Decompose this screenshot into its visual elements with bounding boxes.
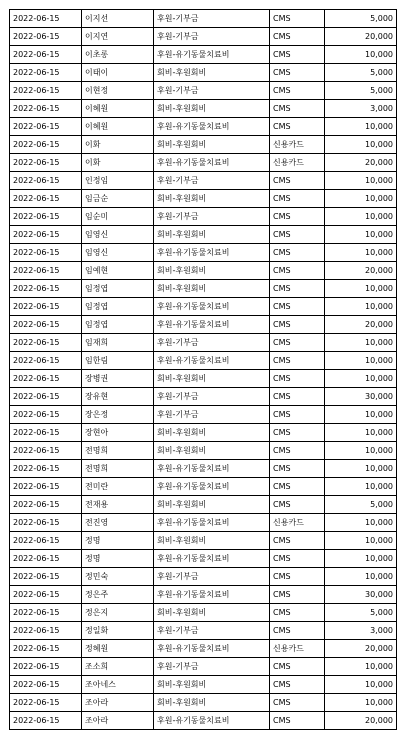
date-cell: 2022-06-15 — [10, 406, 82, 424]
payment-method-cell: CMS — [270, 118, 325, 136]
table-row — [10, 568, 397, 586]
date-cell: 2022-06-15 — [10, 370, 82, 388]
payment-method-cell: CMS — [270, 208, 325, 226]
category-cell: 후원-유기동물치료비 — [154, 298, 270, 316]
payment-method-cell: CMS — [270, 244, 325, 262]
donor-name-cell: 임예현 — [82, 262, 154, 280]
donation-table — [9, 9, 397, 730]
category-cell: 후원-기부금 — [154, 568, 270, 586]
category-cell: 후원-기부금 — [154, 28, 270, 46]
table-row — [10, 478, 397, 496]
date-cell: 2022-06-15 — [10, 568, 82, 586]
payment-method-cell: CMS — [270, 478, 325, 496]
donor-name-cell: 전재용 — [82, 496, 154, 514]
date-cell: 2022-06-15 — [10, 100, 82, 118]
donor-name-cell: 장유현 — [82, 388, 154, 406]
amount-cell: 10,000 — [325, 568, 397, 586]
date-cell: 2022-06-15 — [10, 424, 82, 442]
amount-cell: 30,000 — [325, 586, 397, 604]
table-row — [10, 424, 397, 442]
category-cell: 후원-기부금 — [154, 10, 270, 28]
donation-table-body — [10, 10, 397, 730]
payment-method-cell: 신용카드 — [270, 514, 325, 532]
category-cell: 후원-유기동물치료비 — [154, 46, 270, 64]
donor-name-cell: 임영신 — [82, 226, 154, 244]
donor-name-cell: 이태이 — [82, 64, 154, 82]
amount-cell: 10,000 — [325, 172, 397, 190]
donor-name-cell: 조아라 — [82, 712, 154, 730]
donor-name-cell: 임재희 — [82, 334, 154, 352]
table-row — [10, 496, 397, 514]
amount-cell: 10,000 — [325, 46, 397, 64]
donor-name-cell: 전미란 — [82, 478, 154, 496]
amount-cell: 30,000 — [325, 388, 397, 406]
category-cell: 후원-유기동물치료비 — [154, 514, 270, 532]
category-cell: 후원-유기동물치료비 — [154, 316, 270, 334]
amount-cell: 10,000 — [325, 442, 397, 460]
amount-cell: 20,000 — [325, 154, 397, 172]
table-row — [10, 712, 397, 730]
donor-name-cell: 이초롱 — [82, 46, 154, 64]
category-cell: 회비-후원회비 — [154, 370, 270, 388]
donor-name-cell: 인정임 — [82, 172, 154, 190]
amount-cell: 10,000 — [325, 532, 397, 550]
payment-method-cell: CMS — [270, 370, 325, 388]
table-row — [10, 244, 397, 262]
table-row — [10, 586, 397, 604]
donor-name-cell: 임한림 — [82, 352, 154, 370]
amount-cell: 10,000 — [325, 298, 397, 316]
category-cell: 후원-유기동물치료비 — [154, 478, 270, 496]
category-cell: 회비-후원회비 — [154, 262, 270, 280]
category-cell: 후원-유기동물치료비 — [154, 586, 270, 604]
table-row — [10, 118, 397, 136]
table-row — [10, 334, 397, 352]
table-row — [10, 190, 397, 208]
amount-cell: 10,000 — [325, 208, 397, 226]
payment-method-cell: CMS — [270, 334, 325, 352]
payment-method-cell: 신용카드 — [270, 154, 325, 172]
payment-method-cell: CMS — [270, 388, 325, 406]
table-row — [10, 460, 397, 478]
payment-method-cell: 신용카드 — [270, 640, 325, 658]
date-cell: 2022-06-15 — [10, 532, 82, 550]
amount-cell: 10,000 — [325, 406, 397, 424]
payment-method-cell: CMS — [270, 622, 325, 640]
payment-method-cell: CMS — [270, 532, 325, 550]
payment-method-cell: CMS — [270, 190, 325, 208]
table-row — [10, 442, 397, 460]
amount-cell: 10,000 — [325, 118, 397, 136]
amount-cell: 5,000 — [325, 604, 397, 622]
amount-cell: 10,000 — [325, 676, 397, 694]
table-row — [10, 64, 397, 82]
amount-cell: 10,000 — [325, 226, 397, 244]
donor-name-cell: 정명 — [82, 532, 154, 550]
table-row — [10, 100, 397, 118]
category-cell: 회비-후원회비 — [154, 424, 270, 442]
amount-cell: 10,000 — [325, 136, 397, 154]
payment-method-cell: CMS — [270, 172, 325, 190]
date-cell: 2022-06-15 — [10, 46, 82, 64]
donor-name-cell: 조아네스 — [82, 676, 154, 694]
date-cell: 2022-06-15 — [10, 676, 82, 694]
category-cell: 후원-기부금 — [154, 388, 270, 406]
payment-method-cell: CMS — [270, 604, 325, 622]
category-cell: 후원-기부금 — [154, 622, 270, 640]
amount-cell: 10,000 — [325, 424, 397, 442]
payment-method-cell: CMS — [270, 550, 325, 568]
table-row — [10, 694, 397, 712]
category-cell: 회비-후원회비 — [154, 226, 270, 244]
date-cell: 2022-06-15 — [10, 550, 82, 568]
donor-name-cell: 전명희 — [82, 442, 154, 460]
table-row — [10, 298, 397, 316]
category-cell: 회비-후원회비 — [154, 64, 270, 82]
table-row — [10, 676, 397, 694]
payment-method-cell: CMS — [270, 658, 325, 676]
donor-name-cell: 전진영 — [82, 514, 154, 532]
category-cell: 후원-유기동물치료비 — [154, 550, 270, 568]
category-cell: 후원-유기동물치료비 — [154, 460, 270, 478]
payment-method-cell: CMS — [270, 352, 325, 370]
donor-name-cell: 정일화 — [82, 622, 154, 640]
date-cell: 2022-06-15 — [10, 586, 82, 604]
date-cell: 2022-06-15 — [10, 316, 82, 334]
payment-method-cell: CMS — [270, 316, 325, 334]
donor-name-cell: 임정엽 — [82, 298, 154, 316]
date-cell: 2022-06-15 — [10, 712, 82, 730]
payment-method-cell: CMS — [270, 10, 325, 28]
date-cell: 2022-06-15 — [10, 334, 82, 352]
table-row — [10, 604, 397, 622]
donor-name-cell: 전명희 — [82, 460, 154, 478]
payment-method-cell: CMS — [270, 442, 325, 460]
table-row — [10, 172, 397, 190]
category-cell: 회비-후원회비 — [154, 694, 270, 712]
amount-cell: 10,000 — [325, 478, 397, 496]
amount-cell: 10,000 — [325, 550, 397, 568]
date-cell: 2022-06-15 — [10, 496, 82, 514]
amount-cell: 10,000 — [325, 370, 397, 388]
category-cell: 회비-후원회비 — [154, 532, 270, 550]
donor-name-cell: 장은정 — [82, 406, 154, 424]
payment-method-cell: CMS — [270, 28, 325, 46]
payment-method-cell: CMS — [270, 280, 325, 298]
table-row — [10, 622, 397, 640]
table-row — [10, 406, 397, 424]
table-row — [10, 388, 397, 406]
table-row — [10, 46, 397, 64]
amount-cell: 10,000 — [325, 190, 397, 208]
amount-cell: 5,000 — [325, 496, 397, 514]
date-cell: 2022-06-15 — [10, 604, 82, 622]
date-cell: 2022-06-15 — [10, 352, 82, 370]
table-row — [10, 208, 397, 226]
donor-name-cell: 정민숙 — [82, 568, 154, 586]
date-cell: 2022-06-15 — [10, 514, 82, 532]
amount-cell: 10,000 — [325, 460, 397, 478]
amount-cell: 5,000 — [325, 10, 397, 28]
category-cell: 후원-유기동물치료비 — [154, 118, 270, 136]
amount-cell: 5,000 — [325, 64, 397, 82]
amount-cell: 5,000 — [325, 82, 397, 100]
amount-cell: 20,000 — [325, 28, 397, 46]
date-cell: 2022-06-15 — [10, 658, 82, 676]
payment-method-cell: CMS — [270, 82, 325, 100]
donor-name-cell: 이화 — [82, 154, 154, 172]
table-row — [10, 226, 397, 244]
amount-cell: 3,000 — [325, 100, 397, 118]
table-row — [10, 532, 397, 550]
date-cell: 2022-06-15 — [10, 136, 82, 154]
payment-method-cell: 신용카드 — [270, 136, 325, 154]
table-row — [10, 316, 397, 334]
table-row — [10, 352, 397, 370]
donor-name-cell: 이화 — [82, 136, 154, 154]
date-cell: 2022-06-15 — [10, 118, 82, 136]
date-cell: 2022-06-15 — [10, 694, 82, 712]
payment-method-cell: CMS — [270, 226, 325, 244]
date-cell: 2022-06-15 — [10, 280, 82, 298]
donor-name-cell: 정혜원 — [82, 640, 154, 658]
date-cell: 2022-06-15 — [10, 442, 82, 460]
donor-name-cell: 이지연 — [82, 28, 154, 46]
amount-cell: 20,000 — [325, 262, 397, 280]
amount-cell: 20,000 — [325, 316, 397, 334]
donor-name-cell: 임영신 — [82, 244, 154, 262]
payment-method-cell: CMS — [270, 262, 325, 280]
payment-method-cell: CMS — [270, 406, 325, 424]
date-cell: 2022-06-15 — [10, 262, 82, 280]
amount-cell: 10,000 — [325, 352, 397, 370]
donor-name-cell: 이혜원 — [82, 118, 154, 136]
category-cell: 후원-유기동물치료비 — [154, 712, 270, 730]
donor-name-cell: 정은지 — [82, 604, 154, 622]
date-cell: 2022-06-15 — [10, 244, 82, 262]
amount-cell: 10,000 — [325, 334, 397, 352]
amount-cell: 20,000 — [325, 640, 397, 658]
table-row — [10, 82, 397, 100]
category-cell: 후원-기부금 — [154, 406, 270, 424]
payment-method-cell: CMS — [270, 712, 325, 730]
table-row — [10, 658, 397, 676]
payment-method-cell: CMS — [270, 460, 325, 478]
category-cell: 회비-후원회비 — [154, 496, 270, 514]
payment-method-cell: CMS — [270, 676, 325, 694]
date-cell: 2022-06-15 — [10, 460, 82, 478]
table-row — [10, 28, 397, 46]
amount-cell: 10,000 — [325, 694, 397, 712]
category-cell: 후원-기부금 — [154, 82, 270, 100]
date-cell: 2022-06-15 — [10, 478, 82, 496]
table-row — [10, 262, 397, 280]
payment-method-cell: CMS — [270, 694, 325, 712]
payment-method-cell: CMS — [270, 46, 325, 64]
category-cell: 후원-유기동물치료비 — [154, 244, 270, 262]
amount-cell: 10,000 — [325, 280, 397, 298]
date-cell: 2022-06-15 — [10, 64, 82, 82]
date-cell: 2022-06-15 — [10, 82, 82, 100]
date-cell: 2022-06-15 — [10, 622, 82, 640]
date-cell: 2022-06-15 — [10, 640, 82, 658]
donor-name-cell: 임정엽 — [82, 316, 154, 334]
donor-name-cell: 이지선 — [82, 10, 154, 28]
date-cell: 2022-06-15 — [10, 10, 82, 28]
table-row — [10, 514, 397, 532]
date-cell: 2022-06-15 — [10, 154, 82, 172]
donor-name-cell: 임정엽 — [82, 280, 154, 298]
donor-name-cell: 임순미 — [82, 208, 154, 226]
amount-cell: 10,000 — [325, 244, 397, 262]
table-row — [10, 136, 397, 154]
category-cell: 회비-후원회비 — [154, 136, 270, 154]
payment-method-cell: CMS — [270, 496, 325, 514]
table-row — [10, 550, 397, 568]
payment-method-cell: CMS — [270, 586, 325, 604]
donor-name-cell: 조소희 — [82, 658, 154, 676]
donor-name-cell: 정은주 — [82, 586, 154, 604]
category-cell: 회비-후원회비 — [154, 190, 270, 208]
date-cell: 2022-06-15 — [10, 172, 82, 190]
payment-method-cell: CMS — [270, 568, 325, 586]
category-cell: 후원-기부금 — [154, 658, 270, 676]
date-cell: 2022-06-15 — [10, 298, 82, 316]
table-row — [10, 154, 397, 172]
payment-method-cell: CMS — [270, 298, 325, 316]
amount-cell: 20,000 — [325, 712, 397, 730]
amount-cell: 10,000 — [325, 658, 397, 676]
table-row — [10, 10, 397, 28]
category-cell: 후원-유기동물치료비 — [154, 352, 270, 370]
category-cell: 후원-유기동물치료비 — [154, 154, 270, 172]
date-cell: 2022-06-15 — [10, 190, 82, 208]
payment-method-cell: CMS — [270, 424, 325, 442]
amount-cell: 3,000 — [325, 622, 397, 640]
donor-name-cell: 장현아 — [82, 424, 154, 442]
donor-name-cell: 정명 — [82, 550, 154, 568]
table-row — [10, 370, 397, 388]
category-cell: 후원-유기동물치료비 — [154, 640, 270, 658]
date-cell: 2022-06-15 — [10, 208, 82, 226]
amount-cell: 10,000 — [325, 514, 397, 532]
category-cell: 후원-기부금 — [154, 208, 270, 226]
category-cell: 회비-후원회비 — [154, 676, 270, 694]
donor-name-cell: 조아라 — [82, 694, 154, 712]
payment-method-cell: CMS — [270, 64, 325, 82]
date-cell: 2022-06-15 — [10, 28, 82, 46]
category-cell: 회비-후원회비 — [154, 604, 270, 622]
donor-name-cell: 이혜원 — [82, 100, 154, 118]
date-cell: 2022-06-15 — [10, 226, 82, 244]
category-cell: 후원-기부금 — [154, 172, 270, 190]
donor-name-cell: 이현정 — [82, 82, 154, 100]
donor-name-cell: 임금순 — [82, 190, 154, 208]
table-row — [10, 280, 397, 298]
date-cell: 2022-06-15 — [10, 388, 82, 406]
donor-name-cell: 장병권 — [82, 370, 154, 388]
category-cell: 후원-기부금 — [154, 334, 270, 352]
category-cell: 회비-후원회비 — [154, 442, 270, 460]
category-cell: 회비-후원회비 — [154, 280, 270, 298]
payment-method-cell: CMS — [270, 100, 325, 118]
category-cell: 회비-후원회비 — [154, 100, 270, 118]
